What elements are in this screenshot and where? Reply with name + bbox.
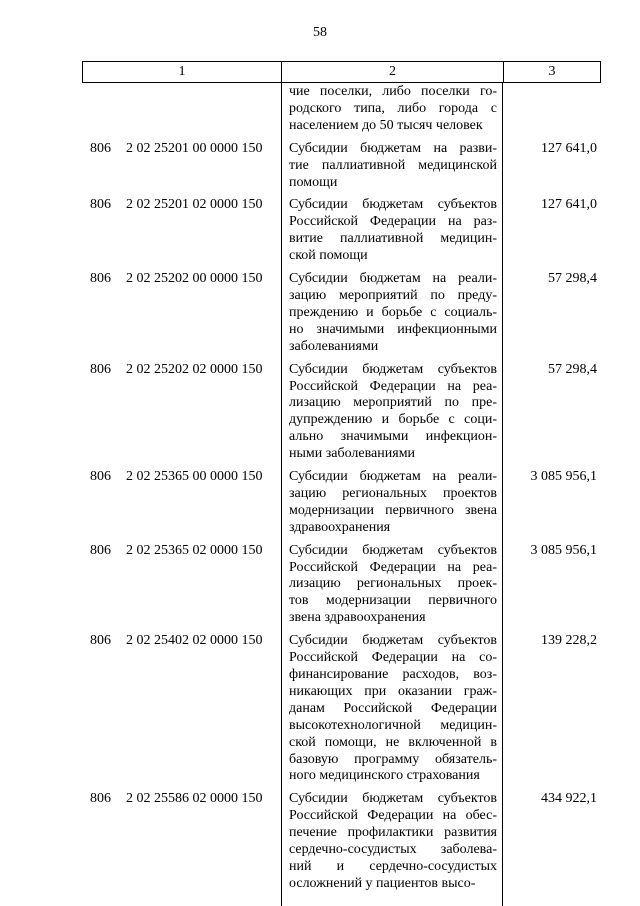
revenue-code: 2 02 25201 00 0000 150 xyxy=(126,140,263,156)
description-cell xyxy=(289,197,497,265)
revenue-code: 2 02 25202 02 0000 150 xyxy=(126,361,263,377)
description-line: данам Российской Федерации xyxy=(289,700,497,716)
description-line: звена здравоохранения xyxy=(289,610,426,626)
amount-cell: 127 641,0 xyxy=(541,140,597,156)
admin-code: 806 xyxy=(90,542,111,558)
description-line: Субсидии бюджетам субъектов xyxy=(289,361,497,377)
description-line: Российской Федерации на раз- xyxy=(289,214,497,230)
table-row xyxy=(0,633,640,785)
amount-cell: 3 085 956,1 xyxy=(530,469,597,485)
table-row xyxy=(0,141,640,192)
description-line: заболеваниями xyxy=(289,338,379,354)
revenue-code: 2 02 25365 00 0000 150 xyxy=(126,469,263,485)
page-number: 58 xyxy=(313,25,327,40)
description-line: Российской Федерации на со- xyxy=(289,650,497,666)
admin-code: 806 xyxy=(90,633,111,649)
description-line: помощи xyxy=(289,174,338,190)
description-line: осложнений у пациентов высо- xyxy=(289,875,476,891)
description-cell xyxy=(289,543,497,628)
description-line: тов модернизации первичного xyxy=(289,593,497,609)
admin-code: 806 xyxy=(90,197,111,213)
description-line: базовую программу обязатель- xyxy=(289,751,497,767)
amount-cell: 57 298,4 xyxy=(548,361,597,377)
description-line: тие паллиативной медицинской xyxy=(289,157,497,173)
description-line: Российской Федерации на реа- xyxy=(289,378,497,394)
table-row xyxy=(0,791,640,892)
description-line: дупреждению и борьбе с соци- xyxy=(289,412,497,428)
budget-code-cell xyxy=(90,633,263,650)
description-line: Субсидии бюджетам субъектов xyxy=(289,633,497,649)
revenue-code: 2 02 25201 02 0000 150 xyxy=(126,197,263,213)
admin-code: 806 xyxy=(90,271,111,287)
description-line: Российской Федерации на реа- xyxy=(289,559,497,575)
admin-code: 806 xyxy=(90,791,111,807)
table-header-row xyxy=(82,61,601,83)
description-line: витие паллиативной медицин- xyxy=(289,231,497,247)
description-cell xyxy=(289,633,497,785)
budget-code-cell xyxy=(90,362,263,379)
description-line: Субсидии бюджетам субъектов xyxy=(289,791,497,807)
budget-code-cell xyxy=(90,197,263,214)
table-body xyxy=(0,84,640,899)
table-row xyxy=(0,543,640,628)
table-row xyxy=(0,362,640,463)
revenue-code: 2 02 25365 02 0000 150 xyxy=(126,542,263,558)
table-row xyxy=(0,469,640,537)
budget-code-cell xyxy=(90,791,263,808)
description-line: сердечно-сосудистых заболева- xyxy=(289,842,497,858)
description-line: чие поселки, либо поселки го- xyxy=(289,84,497,99)
header-col-2: 2 xyxy=(282,62,504,82)
amount-cell: 139 228,2 xyxy=(541,633,597,649)
description-line: ного медицинского страхования xyxy=(289,768,480,784)
table-row xyxy=(0,84,640,135)
description-line: ской помощи xyxy=(289,248,368,264)
amount-cell: 3 085 956,1 xyxy=(530,542,597,558)
admin-code: 806 xyxy=(90,140,111,156)
description-line: ными заболеваниями xyxy=(289,446,416,462)
description-line: здравоохранения xyxy=(289,519,391,535)
description-line: населением до 50 тысяч человек xyxy=(289,117,483,133)
budget-code-cell xyxy=(90,271,263,288)
admin-code: 806 xyxy=(90,361,111,377)
table-row xyxy=(0,197,640,265)
description-line: печение профилактики развития xyxy=(289,825,497,841)
description-line: Субсидии бюджетам субъектов xyxy=(289,197,497,213)
revenue-code: 2 02 25586 02 0000 150 xyxy=(126,791,263,807)
description-line: финансирование расходов, воз- xyxy=(289,667,497,682)
description-cell xyxy=(289,362,497,463)
revenue-code: 2 02 25402 02 0000 150 xyxy=(126,633,263,649)
revenue-code: 2 02 25202 00 0000 150 xyxy=(126,271,263,287)
amount-cell: 57 298,4 xyxy=(548,271,597,287)
description-line: зацию региональных проектов xyxy=(289,485,497,501)
description-line: ской помощи, не включенной в xyxy=(289,734,497,750)
description-line: высокотехнологичной медицин- xyxy=(289,717,497,733)
description-cell xyxy=(289,469,497,537)
admin-code: 806 xyxy=(90,469,111,485)
description-line: ально значимыми инфекцион- xyxy=(289,429,497,445)
description-line: родского типа, либо города с xyxy=(289,100,497,116)
description-line: лизацию мероприятий по пре- xyxy=(289,395,497,411)
table-row xyxy=(0,271,640,356)
description-line: Российской Федерации на обес- xyxy=(289,808,497,824)
description-line: ний и сердечно-сосудистых xyxy=(289,858,497,874)
description-line: лизацию региональных проек- xyxy=(289,576,497,592)
description-line: модернизации первичного звена xyxy=(289,502,497,518)
description-line: Субсидии бюджетам субъектов xyxy=(289,542,497,558)
description-line: но значимыми инфекционными xyxy=(289,321,497,337)
description-line: Субсидии бюджетам на разви- xyxy=(289,140,497,156)
amount-cell: 127 641,0 xyxy=(541,197,597,213)
budget-code-cell xyxy=(90,141,263,158)
description-line: Субсидии бюджетам на реали- xyxy=(289,469,497,485)
description-cell xyxy=(289,271,497,356)
description-line: Субсидии бюджетам на реали- xyxy=(289,271,497,287)
header-col-3: 3 xyxy=(548,64,556,79)
description-line: никающих при оказании граж- xyxy=(289,683,497,699)
description-cell xyxy=(289,791,497,892)
budget-code-cell xyxy=(90,543,263,560)
description-cell xyxy=(289,84,497,135)
description-line: зацию мероприятий по преду- xyxy=(289,287,497,303)
amount-cell: 434 922,1 xyxy=(541,791,597,807)
description-cell xyxy=(289,141,497,192)
header-col-1: 1 xyxy=(83,62,282,82)
budget-code-cell xyxy=(90,469,263,486)
description-line: преждению и борьбе с социаль- xyxy=(289,304,497,320)
